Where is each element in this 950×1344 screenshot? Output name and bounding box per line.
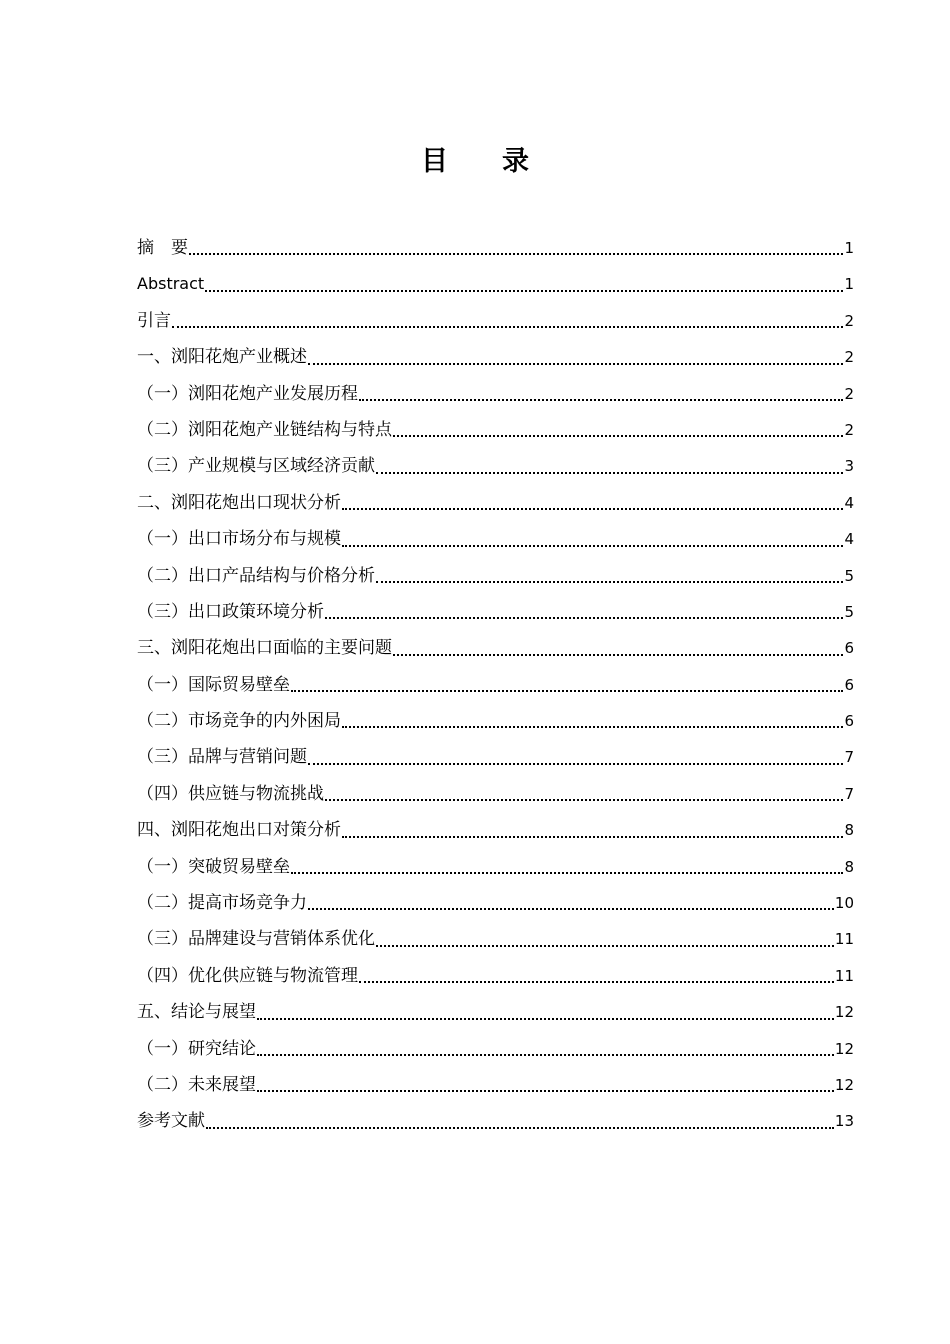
toc-entry-chapter-3[interactable] [137,630,854,666]
toc-entry-label: （一）出口市场分布与规模 [137,529,341,550]
dot-leader [342,836,843,838]
toc-entry-section-4-2[interactable] [137,885,854,921]
toc-entry-page: 5 [844,602,854,621]
toc-entry-page: 4 [844,530,854,549]
toc-entry-page: 2 [844,384,854,403]
dot-leader [308,763,843,765]
dot-leader [308,908,834,910]
toc-entry-chapter-2[interactable] [137,485,854,521]
toc-entry-page: 6 [844,675,854,694]
dot-leader [342,545,843,547]
title-char-2: 录 [502,146,529,177]
toc-entry-page: 10 [834,894,854,913]
toc-entry-label: （一）浏阳花炮产业发展历程 [137,383,358,404]
dot-leader [359,399,843,401]
toc-entry-section-3-2[interactable] [137,703,854,739]
toc-entry-section-2-3[interactable] [137,594,854,630]
toc-entry-page: 6 [844,639,854,658]
dot-leader [376,581,843,583]
toc-entry-abstract-cn[interactable] [137,230,854,266]
toc-entry-label: 三、浏阳花炮出口面临的主要问题 [137,638,392,659]
dot-leader [308,363,843,365]
toc-entry-introduction[interactable] [137,303,854,339]
toc-entry-page: 2 [844,311,854,330]
toc-entry-label: （二）出口产品结构与价格分析 [137,565,375,586]
toc-entry-page: 11 [834,966,854,985]
toc-entry-label: （三）品牌与营销问题 [137,747,307,768]
toc-entry-chapter-5[interactable] [137,994,854,1030]
toc-entry-page: 8 [844,857,854,876]
toc-entry-section-1-2[interactable] [137,412,854,448]
toc-entry-page: 8 [844,821,854,840]
dot-leader [291,872,843,874]
table-of-contents [137,230,854,1140]
toc-entry-section-3-1[interactable] [137,667,854,703]
dot-leader [359,981,834,983]
toc-entry-label: （一）国际贸易壁垒 [137,674,290,695]
toc-entry-label: 五、结论与展望 [137,1002,256,1023]
toc-entry-page: 11 [834,930,854,949]
dot-leader [257,1054,834,1056]
toc-entry-label: Abstract [137,274,205,294]
dot-leader [189,253,843,255]
toc-entry-page: 3 [844,457,854,476]
toc-entry-section-3-4[interactable] [137,776,854,812]
toc-entry-label: （二）未来展望 [137,1074,256,1095]
toc-entry-label: （二）浏阳花炮产业链结构与特点 [137,419,392,440]
dot-leader [205,290,843,292]
toc-entry-page: 1 [844,275,854,294]
dot-leader [342,508,843,510]
dot-leader [325,799,843,801]
toc-entry-section-5-1[interactable] [137,1031,854,1067]
toc-entry-page: 5 [844,566,854,585]
toc-entry-page: 4 [844,493,854,512]
toc-entry-label: （二）提高市场竞争力 [137,893,307,914]
toc-entry-page: 12 [834,1039,854,1058]
toc-entry-label: 引言 [137,310,171,331]
dot-leader [393,435,843,437]
toc-entry-label: （三）产业规模与区域经济贡献 [137,456,375,477]
toc-entry-label: （四）优化供应链与物流管理 [137,965,358,986]
toc-entry-page: 7 [844,784,854,803]
toc-entry-references[interactable] [137,1103,854,1139]
toc-entry-section-4-1[interactable] [137,849,854,885]
toc-entry-section-2-2[interactable] [137,558,854,594]
toc-entry-label: 一、浏阳花炮产业概述 [137,347,307,368]
dot-leader [291,690,843,692]
dot-leader [172,326,843,328]
toc-entry-label: 摘 要 [137,237,188,258]
toc-entry-section-1-3[interactable] [137,448,854,484]
toc-entry-page: 6 [844,712,854,731]
dot-leader [376,472,843,474]
toc-entry-chapter-1[interactable] [137,339,854,375]
toc-entry-page: 7 [844,748,854,767]
toc-entry-label: （一）研究结论 [137,1038,256,1059]
page-title [0,142,950,182]
toc-entry-section-1-1[interactable] [137,376,854,412]
toc-entry-page: 13 [834,1112,854,1131]
toc-entry-label: 二、浏阳花炮出口现状分析 [137,492,341,513]
dot-leader [325,617,843,619]
toc-entry-section-4-4[interactable] [137,958,854,994]
toc-entry-section-2-1[interactable] [137,521,854,557]
toc-entry-abstract-en[interactable] [137,266,854,302]
toc-entry-page: 2 [844,420,854,439]
dot-leader [257,1090,834,1092]
toc-entry-label: （四）供应链与物流挑战 [137,783,324,804]
toc-entry-section-5-2[interactable] [137,1067,854,1103]
dot-leader [342,726,843,728]
toc-entry-page: 12 [834,1003,854,1022]
toc-entry-label: （二）市场竞争的内外困局 [137,711,341,732]
toc-entry-section-3-3[interactable] [137,739,854,775]
toc-entry-page: 1 [844,238,854,257]
toc-entry-section-4-3[interactable] [137,921,854,957]
dot-leader [206,1127,834,1129]
dot-leader [257,1018,834,1020]
dot-leader [393,654,843,656]
toc-entry-label: （一）突破贸易壁垒 [137,856,290,877]
dot-leader [376,945,834,947]
toc-entry-label: 四、浏阳花炮出口对策分析 [137,820,341,841]
toc-entry-chapter-4[interactable] [137,812,854,848]
toc-entry-label: （三）品牌建设与营销体系优化 [137,929,375,950]
toc-entry-page: 12 [834,1075,854,1094]
toc-entry-page: 2 [844,348,854,367]
toc-entry-label: 参考文献 [137,1111,205,1132]
toc-entry-label: （三）出口政策环境分析 [137,601,324,622]
title-char-1: 目 [421,146,448,177]
